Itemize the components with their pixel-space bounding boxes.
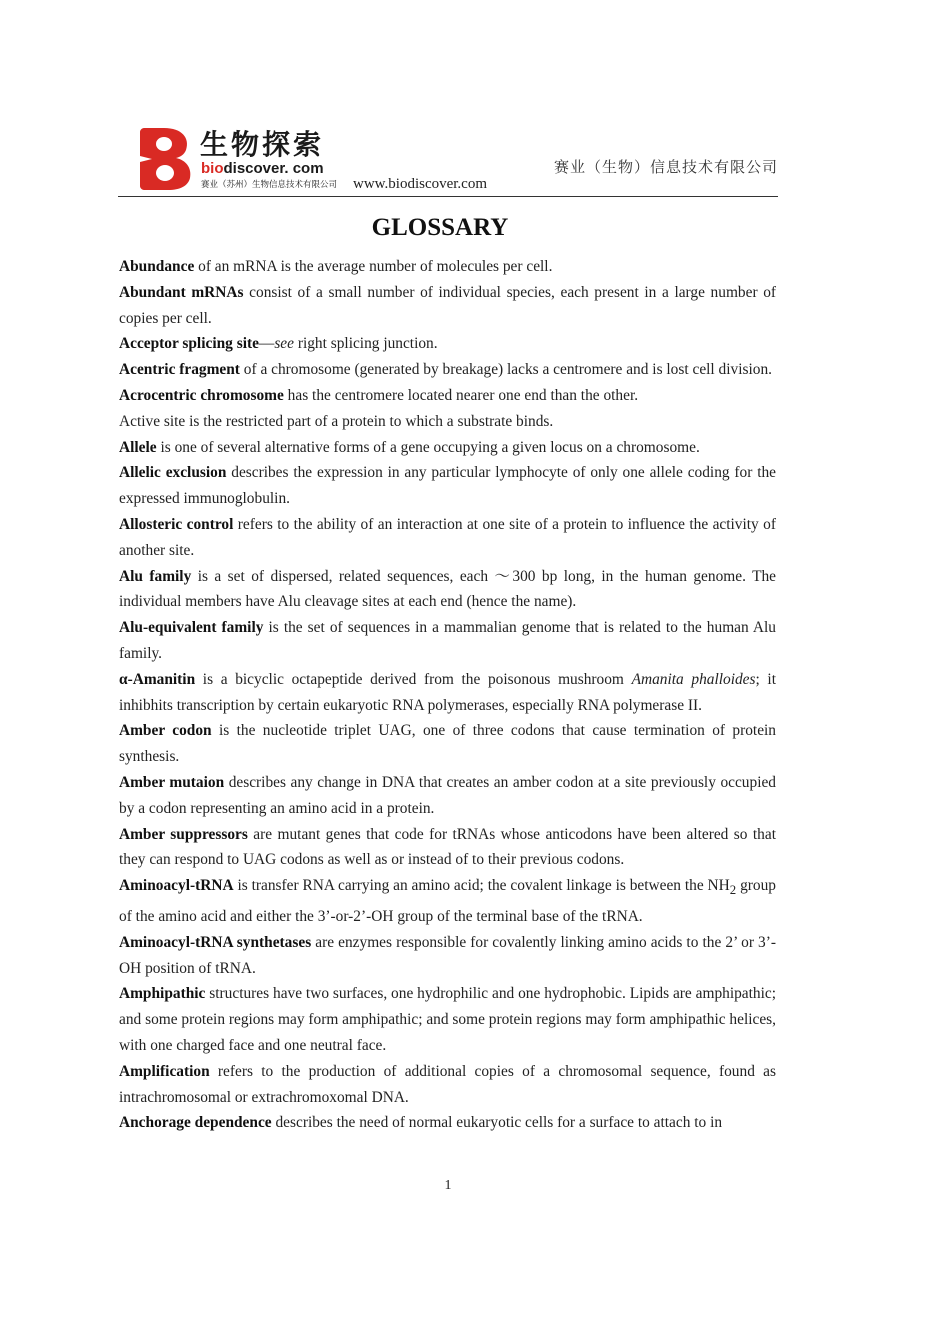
glossary-entry [119,930,776,982]
glossary-entry [119,822,776,874]
glossary-term: Acceptor splicing site [119,335,259,353]
glossary-term: Amber codon [119,722,212,740]
glossary-list [119,254,776,1136]
glossary-definition: structures have two surfaces, one hydrophilic and one hydrophobic. Lipids are amphipathic; and some protein regions may form amphipathic; and some protein regions may form amphipathic helices, with one charged face and one neutral face. [119,985,776,1054]
glossary-entry [119,383,776,409]
glossary-entry [119,718,776,770]
glossary-definition: is a set of dispersed, related sequences, each ～300 bp long, in the human genome. The individual members have Alu cleavage sites at each end (hence the name). [119,567,776,611]
glossary-entry [119,331,776,357]
glossary-definition: describes any change in DNA that creates an amber codon at a site previously occupied by a codon representing an amino acid in a protein. [119,773,776,817]
glossary-entry [119,981,776,1058]
glossary-term: Anchorage dependence [119,1114,272,1132]
glossary-definition: refers to the ability of an interaction at one site of a protein to influence the activity of another site. [119,515,776,559]
logo-en-rest: discover. com [223,160,324,177]
glossary-definition: refers to the production of additional copies of a chromosomal sequence, found as intrachromosomal or extrachromoxomal DNA. [119,1062,776,1106]
see-reference: see [274,335,294,353]
glossary-entry [119,1110,776,1136]
glossary-entry [119,873,776,930]
glossary-entry [119,409,776,435]
glossary-entry [119,460,776,512]
italic-text: Amanita phalloides [631,670,756,688]
website-link[interactable]: www.biodiscover.com [353,176,488,192]
glossary-term: α-Amanitin [119,670,196,688]
glossary-entry [119,1059,776,1111]
glossary-term: Amber suppressors [119,825,248,843]
glossary-entry [119,615,776,667]
glossary-term: Amphipathic [119,985,206,1003]
glossary-term: Allele [119,438,157,456]
glossary-term: Acentric fragment [119,361,240,379]
glossary-definition: of a chromosome (generated by breakage) lacks a centromere and is lost cell division. [239,361,772,379]
glossary-definition-continued: right splicing junction. [293,335,438,353]
glossary-definition: is transfer RNA carrying an amino acid; the covalent linkage is between the NH [233,877,730,895]
logo-b-mark-icon [134,128,194,190]
company-name: 赛业（生物）信息技术有限公司 [553,158,778,176]
logo-en-accent: bio [201,160,224,177]
glossary-definition: consist of a small number of individual species, each present in a large number of copies per cell. [119,283,777,327]
page-header [118,120,778,197]
glossary-definition: describes the need of normal eukaryotic cells for a surface to attach to in [271,1114,723,1132]
glossary-term: Aminoacyl-tRNA [119,877,234,895]
glossary-definition: are enzymes responsible for covalently linking amino acids to the 2’ or 3’-OH position of tRNA. [119,933,776,977]
glossary-term: Abundant mRNAs [119,283,244,301]
glossary-definition: is the set of sequences in a mammalian genome that is related to the human Alu family. [119,619,776,662]
logo-chinese-name: 生物探索 [200,128,325,161]
glossary-definition: is one of several alternative forms of a gene occupying a given locus on a chromosome. [156,438,700,456]
glossary-definition: of an mRNA is the average number of molecules per cell. [194,258,553,275]
subscript-text: 2 [729,883,737,898]
glossary-entry [119,254,776,280]
glossary-term: Amber mutaion [119,773,225,791]
glossary-term: Allosteric control [119,515,234,533]
glossary-term: Acrocentric chromosome [119,386,284,404]
glossary-term: Aminoacyl-tRNA synthetases [119,933,312,951]
glossary-entry [119,667,776,719]
glossary-entry [119,564,776,616]
glossary-definition: is the nucleotide triplet UAG, one of three codons that cause termination of protein synthesis. [119,722,776,766]
glossary-entry [119,512,776,564]
glossary-definition: — [258,335,275,353]
glossary-definition-continued: ; it inhibhits transcription by certain eukaryotic RNA polymerases, especially RNA polymerase II. [119,670,776,714]
glossary-entry [119,357,776,383]
glossary-definition: has the centromere located nearer one end than the other. [283,386,639,404]
glossary-term: Alu-equivalent family [119,619,264,637]
page-title: GLOSSARY [371,214,509,241]
page-number: 1 [444,1178,452,1193]
logo-english-name [201,160,324,178]
glossary-term: Amplification [119,1062,210,1080]
glossary-term: Abundance [119,258,195,275]
glossary-definition: are mutant genes that code for tRNAs whose anticodons have been altered so that they can respond to UAG codons as well as or instead of to their previous codons. [119,825,776,869]
glossary-definition: Active site is the restricted part of a protein to which a substrate binds. [119,412,554,430]
biodiscover-logo [134,128,374,192]
glossary-definition-continued: group of the amino acid and either the 3’-or-2’-OH group of the terminal base of the tRNA. [119,877,776,925]
glossary-entry [119,280,776,332]
glossary-term: Allelic exclusion [119,464,227,482]
glossary-definition: describes the expression in any particular lymphocyte of only one allele coding for the expressed immunoglobulin. [119,464,776,508]
glossary-entry [119,435,776,461]
glossary-term: Alu family [119,567,192,585]
logo-subtitle: 赛业（苏州）生物信息技术有限公司 [201,180,338,190]
glossary-entry [119,770,776,822]
glossary-definition: is a bicyclic octapeptide derived from the poisonous mushroom [195,670,632,688]
